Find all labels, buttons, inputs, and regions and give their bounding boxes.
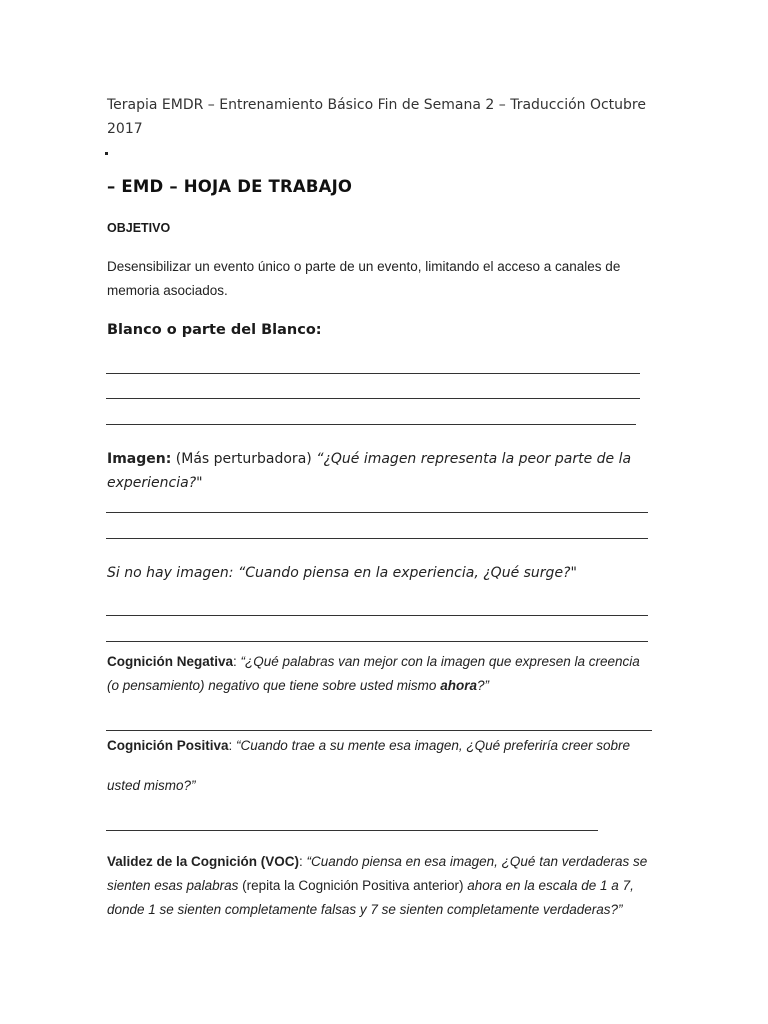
cognicion-negativa-question-2: (o pensamiento) negativo que tiene sobre usted mismo [107, 678, 441, 693]
cognicion-negativa-question-1: “¿Qué palabras van mejor con la imagen que expresen la creencia [240, 654, 640, 669]
imagen-question-text: “¿Qué imagen representa la peor parte de la [316, 451, 632, 467]
cognicion-positiva-colon: : [228, 738, 237, 753]
voc-question-2c: ahora en la escala de 1 a 7, [467, 878, 634, 893]
blanco-heading: Blanco o parte del Blanco: [107, 322, 322, 338]
imagen-answer-line-1[interactable] [106, 512, 648, 513]
cognicion-positiva-line-1 [107, 738, 630, 753]
voc-question-2b: (repita la Cognición Positiva anterior) [238, 878, 468, 893]
sin-imagen-answer-line-2[interactable] [106, 641, 648, 642]
blanco-answer-line-1[interactable] [106, 373, 640, 374]
imagen-paren-text: (Más perturbadora) [171, 451, 317, 467]
blanco-answer-line-2[interactable] [106, 398, 640, 399]
objetivo-text-line-2: memoria asociados. [107, 283, 228, 298]
imagen-answer-line-2[interactable] [106, 538, 648, 539]
cognicion-negativa-colon: : [233, 654, 241, 669]
document-header-line-2: 2017 [107, 121, 143, 137]
imagen-label: Imagen: [107, 451, 172, 467]
bullet-dot [105, 152, 108, 155]
cognicion-negativa-line-1 [107, 654, 640, 669]
cognicion-negativa-label: Cognición Negativa [107, 654, 234, 669]
cognicion-negativa-question-end: ?” [476, 678, 489, 693]
voc-line-1 [107, 854, 647, 869]
cognicion-negativa-answer-line[interactable] [106, 730, 652, 731]
voc-line-2 [107, 878, 634, 893]
voc-question-1: “Cuando piensa en esa imagen, ¿Qué tan verdaderas se [306, 854, 648, 869]
objetivo-text-line-1: Desensibilizar un evento único o parte de un evento, limitando el acceso a canales de [107, 259, 621, 274]
voc-question-2a: sienten esas palabras [107, 878, 239, 893]
page-title: – EMD – HOJA DE TRABAJO [107, 177, 353, 196]
cognicion-positiva-label: Cognición Positiva [107, 738, 229, 753]
cognicion-negativa-line-2 [107, 678, 489, 693]
document-header-line-1: Terapia EMDR – Entrenamiento Básico Fin de Semana 2 – Traducción Octubre [107, 97, 646, 113]
cognicion-negativa-ahora: ahora [440, 678, 477, 693]
objetivo-label: OBJETIVO [107, 221, 171, 235]
sin-imagen-answer-line-1[interactable] [106, 615, 648, 616]
cognicion-positiva-line-2: usted mismo?” [107, 778, 196, 793]
cognicion-positiva-question-1: “Cuando trae a su mente esa imagen, ¿Qué preferiría creer sobre [236, 738, 630, 753]
cognicion-positiva-answer-line[interactable] [106, 830, 598, 831]
imagen-question-line-1 [107, 451, 631, 467]
voc-colon: : [299, 854, 307, 869]
sin-imagen-question: Si no hay imagen: “Cuando piensa en la experiencia, ¿Qué surge?" [107, 565, 577, 581]
voc-line-3: donde 1 se sienten completamente falsas y 7 se sienten completamente verdaderas?” [107, 902, 623, 917]
voc-label: Validez de la Cognición (VOC) [107, 854, 300, 869]
blanco-answer-line-3[interactable] [106, 424, 636, 425]
imagen-question-line-2: experiencia?" [107, 475, 203, 491]
